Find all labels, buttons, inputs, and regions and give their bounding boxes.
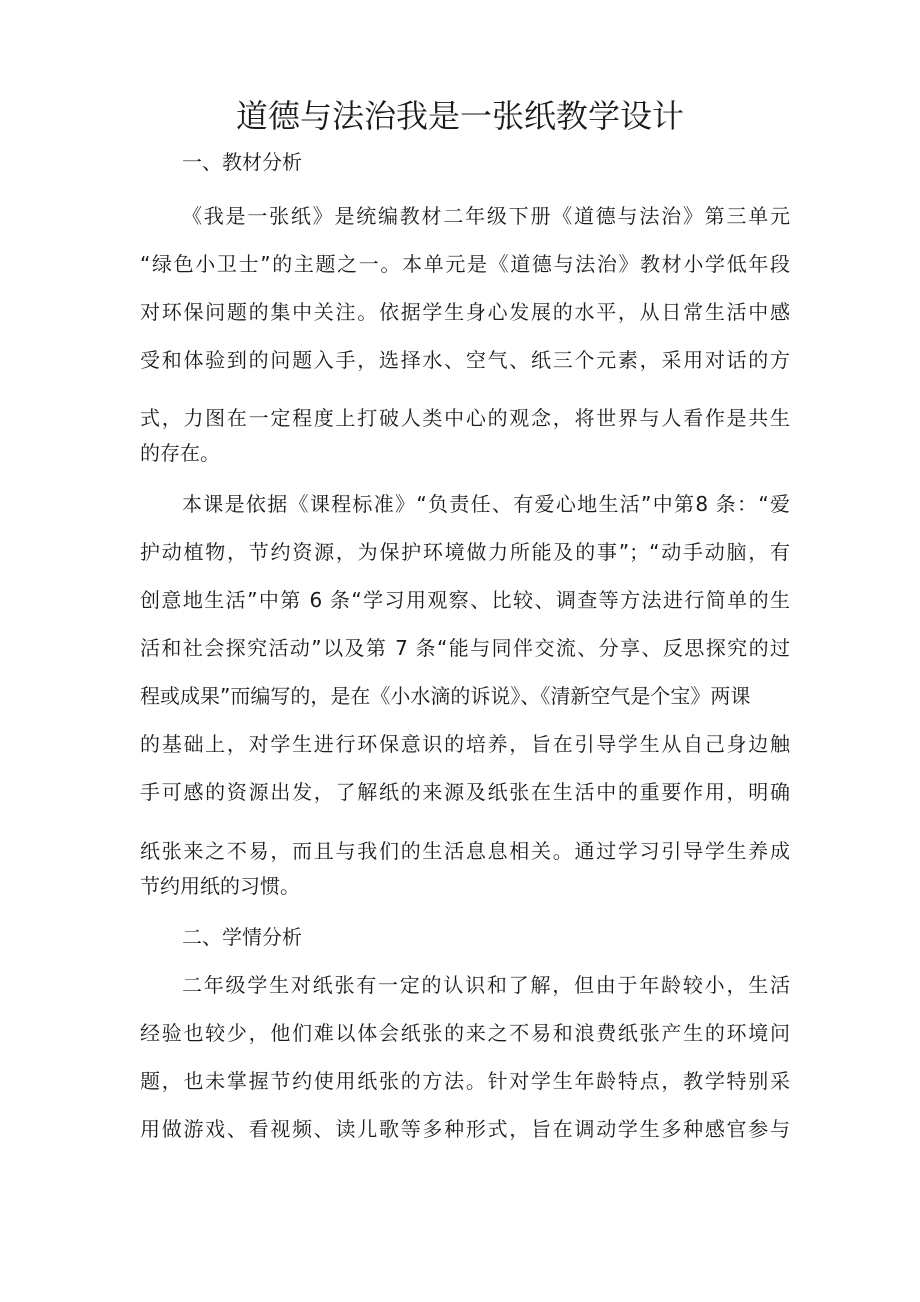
- paragraph-line: 活和社会探究活动”以及第 7 条“能与同伴交流、分享、反思探究的过: [140, 636, 790, 660]
- paragraph-line: 经验也较少，他们难以体会纸张的来之不易和浪费纸张产生的环境问: [140, 1021, 790, 1045]
- paragraph-line: 对环保问题的集中关注。依据学生身心发展的水平，从日常生活中感: [140, 300, 790, 324]
- paragraph-line: 的存在。: [140, 441, 220, 465]
- paragraph-line: 二年级学生对纸张有一定的认识和了解，但由于年龄较小，生活: [182, 973, 790, 997]
- paragraph-line: 式，力图在一定程度上打破人类中心的观念，将世界与人看作是共生: [140, 406, 790, 430]
- paragraph-line: 手可感的资源出发，了解纸的来源及纸张在生活中的重要作用，明确: [140, 780, 790, 804]
- section-heading-learner-analysis: 二、学情分析: [182, 925, 302, 949]
- paragraph-line: 的基础上，对学生进行环保意识的培养，旨在引导学生从自己身边触: [140, 732, 790, 756]
- paragraph-line: 用做游戏、看视频、读儿歌等多种形式，旨在调动学生多种感官参与: [140, 1117, 790, 1141]
- paragraph-line: 本课是依据《课程标准》“负责任、有爱心地生活”中第8 条：“爱: [182, 492, 790, 516]
- paragraph-line: 题，也未掌握节约使用纸张的方法。针对学生年龄特点，教学特别采: [140, 1069, 790, 1093]
- paragraph-line: 节约用纸的习惯。: [140, 874, 300, 898]
- section-heading-textbook-analysis: 一、教材分析: [182, 150, 302, 174]
- paragraph-line: 纸张来之不易，而且与我们的生活息息相关。通过学习引导学生养成: [140, 839, 790, 863]
- paragraph-line: 《我是一张纸》是统编教材二年级下册《道德与法治》第三单元: [182, 204, 790, 228]
- paragraph-line: 护动植物，节约资源，为保护环境做力所能及的事”；“动手动脑，有: [140, 540, 790, 564]
- paragraph-line: 创意地生活”中第 6 条“学习用观察、比较、调查等方法进行简单的生: [140, 588, 790, 612]
- paragraph-line: 程或成果”而编写的，是在《小水滴的诉说》、《清新空气是个宝》两课: [140, 684, 751, 708]
- document-title: 道德与法治我是一张纸教学设计: [235, 97, 684, 135]
- paragraph-line: “绿色小卫士”的主题之一。本单元是《道德与法治》教材小学低年段: [140, 252, 790, 276]
- paragraph-line: 受和体验到的问题入手，选择水、空气、纸三个元素，采用对话的方: [140, 348, 790, 372]
